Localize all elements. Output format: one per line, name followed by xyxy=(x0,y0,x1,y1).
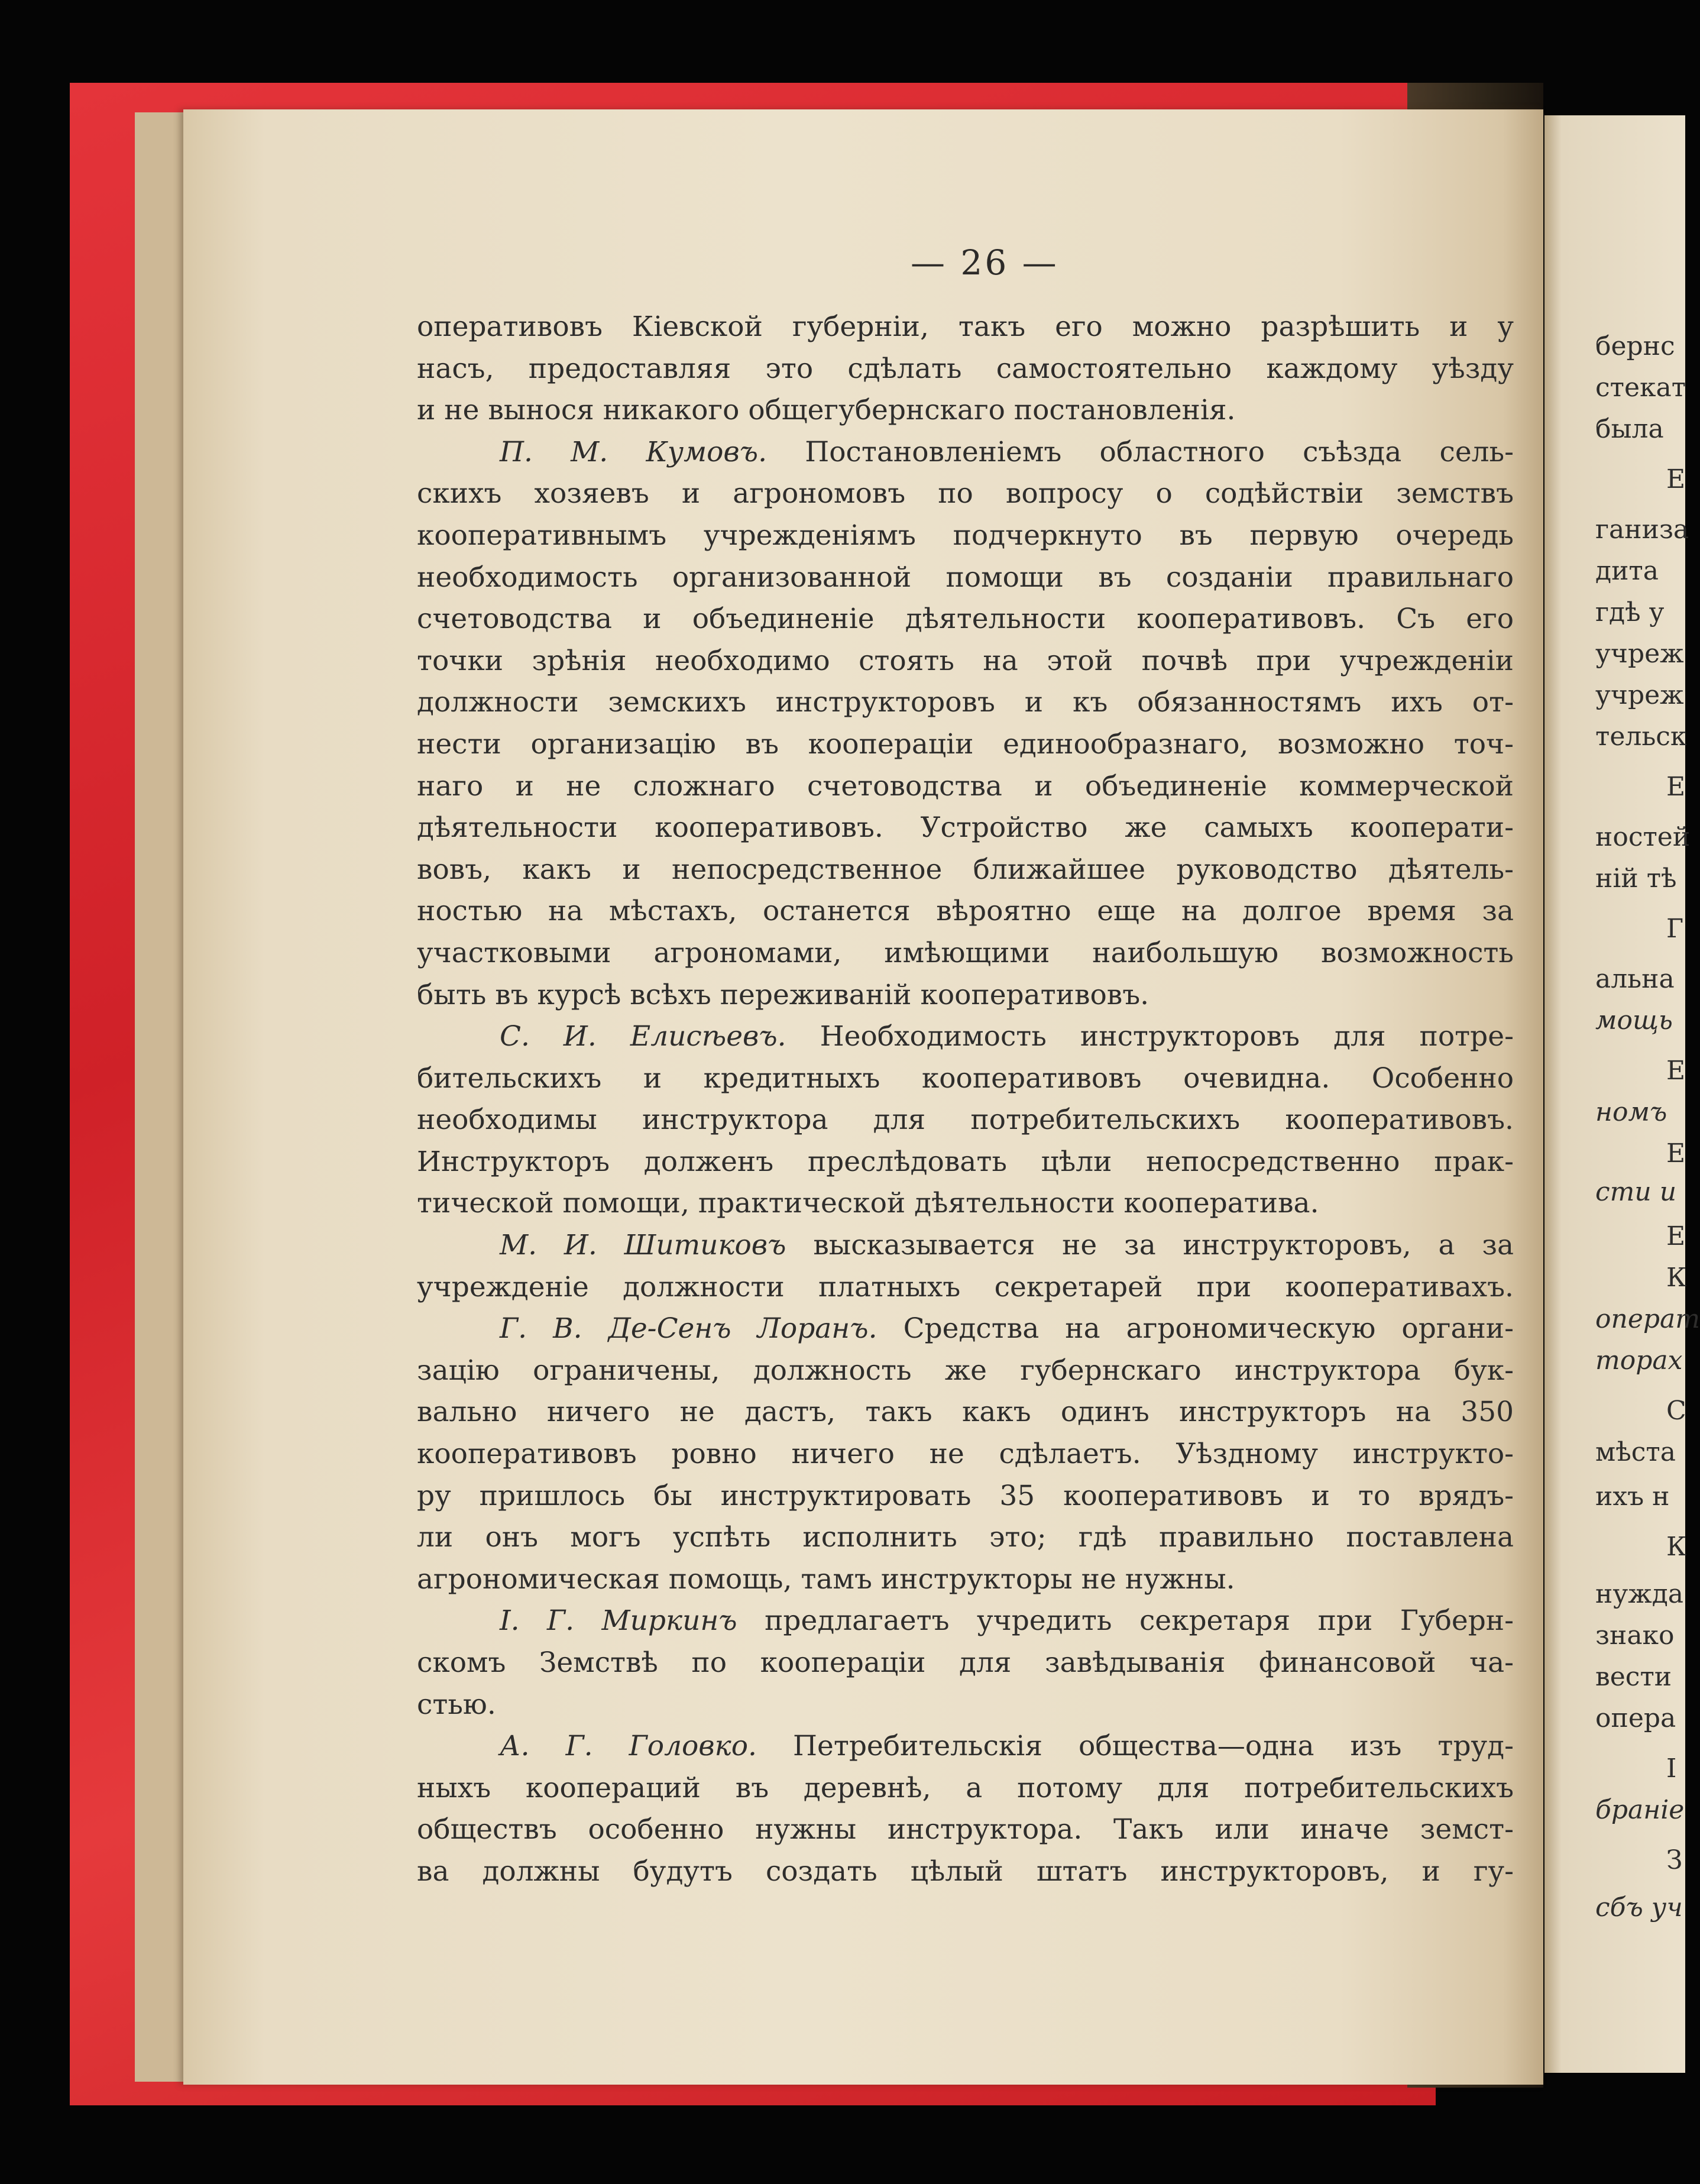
line-text: бительскихъ и кредитныхъ кооперативовъ очевидна. Особенно xyxy=(417,1062,1514,1095)
right-page-line-fragment: нужда xyxy=(1595,1579,1684,1609)
text-line xyxy=(417,1392,1514,1434)
speaker-line xyxy=(417,432,1514,474)
right-page-line-fragment: гдѣ у xyxy=(1595,597,1665,627)
text-line xyxy=(417,1851,1514,1893)
text-line xyxy=(417,1058,1514,1100)
line-text: кооперативнымъ учрежденіямъ подчеркнуто въ первую очередь xyxy=(417,519,1514,552)
line-text: участковыми агрономами, имѣющими наибольшую возможность xyxy=(417,936,1514,969)
right-page-line-fragment: мѣста xyxy=(1595,1437,1676,1467)
right-page-line-fragment: ганиза xyxy=(1595,515,1689,545)
speaker-name: П. М. Кумовъ. xyxy=(500,435,768,468)
line-text: необходимость организованной помощи въ созданіи правильнаго xyxy=(417,561,1514,594)
right-page-line-fragment: стекат xyxy=(1595,373,1686,403)
line-text: стью. xyxy=(417,1688,496,1721)
page-number: — 26 — xyxy=(911,242,1059,283)
speaker-name: С. И. Елисѣевъ. xyxy=(500,1020,786,1053)
text-line xyxy=(417,1141,1514,1183)
line-text: тической помощи, практической дѣятельности кооператива. xyxy=(417,1187,1319,1220)
line-text: Инструкторъ долженъ преслѣдовать цѣли непосредственно прак- xyxy=(417,1145,1514,1178)
line-text: учрежденіе должности платныхъ секретарей при кооперативахъ. xyxy=(417,1270,1514,1303)
speaker-name: А. Г. Головко. xyxy=(500,1730,757,1763)
text-line xyxy=(417,473,1514,515)
line-text: агрономическая помощь, тамъ инструкторы не нужны. xyxy=(417,1562,1235,1596)
line-text: ру пришлось бы инструктировать 35 кооперативовъ и то врядъ- xyxy=(417,1479,1514,1512)
page-body-text xyxy=(417,306,1514,1893)
text-line xyxy=(417,1768,1514,1810)
right-page-line-fragment: дита xyxy=(1595,556,1659,586)
right-page-line-fragment: альна xyxy=(1595,964,1675,994)
text-line xyxy=(417,682,1514,724)
right-page-line-fragment: І xyxy=(1666,1753,1677,1784)
book-page-right xyxy=(1544,115,1685,2073)
speaker-name: М. И. Шитиковъ xyxy=(500,1229,786,1262)
text-line xyxy=(417,975,1514,1017)
right-page-line-fragment: З xyxy=(1666,1845,1683,1875)
right-page-line-fragment: К xyxy=(1666,1532,1687,1562)
line-text: зацію ограничены, должность же губернскаго инструктора бук- xyxy=(417,1354,1514,1387)
right-page-line-fragment: бернс xyxy=(1595,331,1675,361)
speaker-name: Г. В. Де-Сенъ Лоранъ. xyxy=(500,1312,877,1345)
line-text: и не вынося никакого общегубернскаго постановленія. xyxy=(417,394,1236,427)
text-line xyxy=(417,1517,1514,1559)
line-text: быть въ курсѣ всѣхъ переживаній кооперативовъ. xyxy=(417,978,1149,1011)
right-page-line-fragment: сбъ уч xyxy=(1595,1892,1683,1923)
right-page-line-fragment: Е xyxy=(1666,1056,1686,1086)
text-line xyxy=(417,891,1514,933)
line-text: должности земскихъ инструкторовъ и къ обязанностямъ ихъ от- xyxy=(417,686,1514,719)
line-text: ныхъ коопераций въ деревнѣ, а потому для потребительскихъ xyxy=(417,1771,1514,1804)
right-page-line-fragment: вести xyxy=(1595,1662,1672,1692)
right-page-line-fragment: торах xyxy=(1595,1345,1683,1376)
text-line xyxy=(417,933,1514,975)
text-line xyxy=(417,557,1514,599)
right-page-line-fragment: ностей xyxy=(1595,822,1691,852)
right-page-line-fragment: Е xyxy=(1666,1138,1686,1169)
line-text: необходимы инструктора для потребительскихъ кооперативовъ. xyxy=(417,1104,1514,1137)
right-page-line-fragment: браніе xyxy=(1595,1795,1685,1825)
line-text: ностью на мѣстахъ, останется вѣроятно еще на долгое время за xyxy=(417,895,1514,928)
speaker-line xyxy=(417,1308,1514,1350)
text-line xyxy=(417,1267,1514,1309)
right-page-line-fragment: мощь xyxy=(1595,1005,1673,1036)
right-page-line-fragment: тельск xyxy=(1595,721,1687,752)
text-line xyxy=(417,1684,1514,1726)
right-page-line-fragment: Г xyxy=(1666,914,1684,944)
text-line xyxy=(417,348,1514,390)
text-line xyxy=(417,640,1514,682)
line-text: вовъ, какъ и непосредственное ближайшее руководство дѣятель- xyxy=(417,853,1514,886)
line-text: обществъ особенно нужны инструктора. Такъ или иначе земст- xyxy=(417,1813,1514,1846)
right-page-line-fragment: была xyxy=(1595,414,1664,444)
text-line xyxy=(417,1559,1514,1601)
line-text: ва должны будутъ создать цѣлый штатъ инструкторовъ, и гу- xyxy=(417,1855,1514,1888)
line-text: насъ, предоставляя это сдѣлать самостоятельно каждому уѣзду xyxy=(417,352,1514,385)
line-text: Средства на агрономическую органи- xyxy=(903,1312,1514,1345)
text-line xyxy=(417,724,1514,766)
right-page-line-fragment: ній тѣ xyxy=(1595,863,1677,894)
line-text: Постановленіемъ областного съѣзда сель- xyxy=(805,435,1514,468)
right-page-line-fragment: С xyxy=(1666,1396,1686,1426)
line-text: счетоводства и объединеніе дѣятельности кооперативовъ. Съ его xyxy=(417,603,1514,636)
text-line xyxy=(417,766,1514,808)
line-text: точки зрѣнія необходимо стоять на этой почвѣ при учрежденіи xyxy=(417,644,1514,677)
right-page-line-fragment: опера xyxy=(1595,1703,1676,1733)
line-text: предлагаетъ учредить секретаря при Губерн- xyxy=(765,1604,1514,1638)
line-text: дѣятельности кооперативовъ. Устройство же самыхъ кооперати- xyxy=(417,811,1514,845)
line-text: ли онъ могъ успѣть исполнить это; гдѣ правильно поставлена xyxy=(417,1521,1514,1554)
right-page-line-fragment: К xyxy=(1666,1263,1687,1293)
text-line xyxy=(417,1809,1514,1851)
text-line xyxy=(417,515,1514,557)
line-text: Необходимость инструкторовъ для потре- xyxy=(820,1020,1514,1053)
line-text: кооперативовъ ровно ничего не сдѣлаетъ. Уѣздному инструкто- xyxy=(417,1438,1514,1471)
text-line xyxy=(417,807,1514,849)
right-page-line-fragment: Е xyxy=(1666,464,1686,494)
right-page-line-fragment: знако xyxy=(1595,1620,1675,1651)
line-text: высказывается не за инструкторовъ, а за xyxy=(813,1229,1514,1262)
right-page-line-fragment: Е xyxy=(1666,1221,1686,1251)
right-page-line-fragment: ихъ н xyxy=(1595,1481,1670,1512)
line-text: скихъ хозяевъ и агрономовъ по вопросу о содѣйствіи земствъ xyxy=(417,477,1514,510)
text-line xyxy=(417,1476,1514,1518)
right-page-line-fragment: операт xyxy=(1595,1304,1700,1334)
line-text: вально ничего не дастъ, такъ какъ одинъ инструкторъ на 350 xyxy=(417,1396,1514,1429)
right-page-line-fragment: учреж xyxy=(1595,639,1684,669)
right-page-line-fragment: номъ xyxy=(1595,1097,1667,1127)
line-text: скомъ Земствѣ по коопераціи для завѣдыванія финансовой ча- xyxy=(417,1646,1514,1679)
speaker-name: І. Г. Миркинъ xyxy=(500,1604,737,1638)
line-text: наго и не сложнаго счетоводства и объединеніе коммерческой xyxy=(417,769,1514,803)
line-text: Петребительскія общества—одна изъ труд- xyxy=(793,1730,1514,1763)
right-page-line-fragment: Е xyxy=(1666,772,1686,802)
speaker-line xyxy=(417,1726,1514,1768)
speaker-line xyxy=(417,1600,1514,1642)
text-line xyxy=(417,1350,1514,1392)
right-page-line-fragment: учреж xyxy=(1595,680,1684,710)
speaker-line xyxy=(417,1225,1514,1267)
text-line xyxy=(417,1642,1514,1684)
text-line xyxy=(417,1099,1514,1141)
text-line xyxy=(417,306,1514,348)
line-text: оперативовъ Кіевской губерніи, такъ его можно разрѣшить и у xyxy=(417,310,1514,343)
text-line xyxy=(417,598,1514,640)
text-line xyxy=(417,390,1514,432)
line-text: нести организацію въ коопераціи единообразнаго, возможно точ- xyxy=(417,727,1514,761)
right-page-line-fragment: сти и xyxy=(1595,1177,1677,1207)
speaker-line xyxy=(417,1016,1514,1058)
text-line xyxy=(417,1183,1514,1225)
text-line xyxy=(417,849,1514,891)
text-line xyxy=(417,1434,1514,1476)
